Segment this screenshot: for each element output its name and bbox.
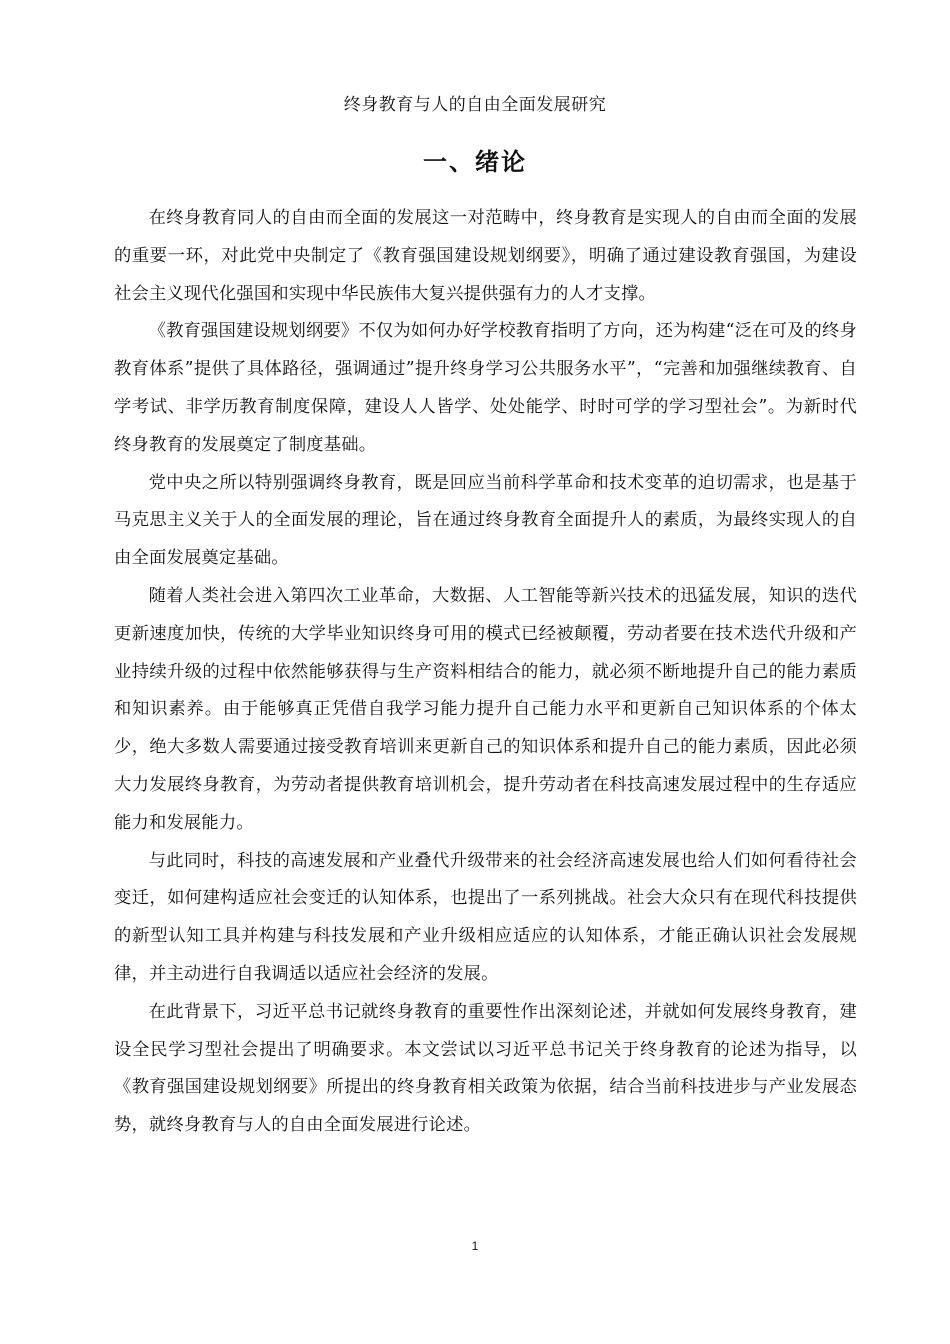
paragraph-3: 党中央之所以特别强调终身教育，既是回应当前科学革命和技术变革的迫切需求，也是基于马克思主义关于人的全面发展的理论，旨在通过终身教育全面提升人的素质，为最终实现人的自由全面发展奠定基础。 <box>114 472 857 569</box>
paragraph-6: 在此背景下，习近平总书记就终身教育的重要性作出深刻论述，并就如何发展终身教育，建设全民学习型社会提出了明确要求。本文尝试以习近平总书记关于终身教育的论述为指导，以《教育强国建设规划纲要》所提出的终身教育相关政策为依据，结合当前科技进步与产业发展态势，就终身教育与人的自由全面发展进行论述。 <box>114 1001 857 1136</box>
paragraph-4: 随着人类社会进入第四次工业革命，大数据、人工智能等新兴技术的迅猛发展，知识的迭代更新速度加快，传统的大学毕业知识终身可用的模式已经被颠覆，劳动者要在技术迭代升级和产业持续升级的过程中依然能够获得与生产资料相结合的能力，就必须不断地提升自己的能力素质和知识素养。由于能够真正凭借自我学习能力提升自己能力水平和更新自己知识体系的个体太少，绝大多数人需要通过接受教育培训来更新自己的知识体系和提升自己的能力素质，因此必须大力发展终身教育，为劳动者提供教育培训机会，提升劳动者在科技高速发展过程中的生存适应能力和发展能力。 <box>114 585 857 833</box>
page-number: 1 <box>471 1239 479 1253</box>
document-body <box>114 200 857 1145</box>
paragraph-2: 《教育强国建设规划纲要》不仅为如何办好学校教育指明了方向，还为构建“泛在可及的终身教育体系”提供了具体路径，强调通过”提升终身学习公共服务水平”，“完善和加强继续教育、自学考试、非学历教育制度保障，建设人人皆学、处处能学、时时可学的学习型社会”。为新时代终身教育的发展奠定了制度基础。 <box>114 321 857 455</box>
section-heading: 一、绪论 <box>423 148 527 176</box>
paragraph-1: 在终身教育同人的自由而全面的发展这一对范畴中，终身教育是实现人的自由而全面的发展的重要一环，对此党中央制定了《教育强国建设规划纲要》，明确了通过建设教育强国，为建设社会主义现代化强国和实现中华民族伟大复兴提供强有力的人才支撑。 <box>114 208 857 304</box>
document-title: 终身教育与人的自由全面发展研究 <box>343 95 607 115</box>
paragraph-5: 与此同时，科技的高速发展和产业叠代升级带来的社会经济高速发展也给人们如何看待社会变迁，如何建构适应社会变迁的认知体系，也提出了一系列挑战。社会大众只有在现代科技提供的新型认知工具并构建与科技发展和产业升级相应适应的认知体系，才能正确认识社会发展规律，并主动进行自我调适以适应社会经济的发展。 <box>114 850 857 984</box>
